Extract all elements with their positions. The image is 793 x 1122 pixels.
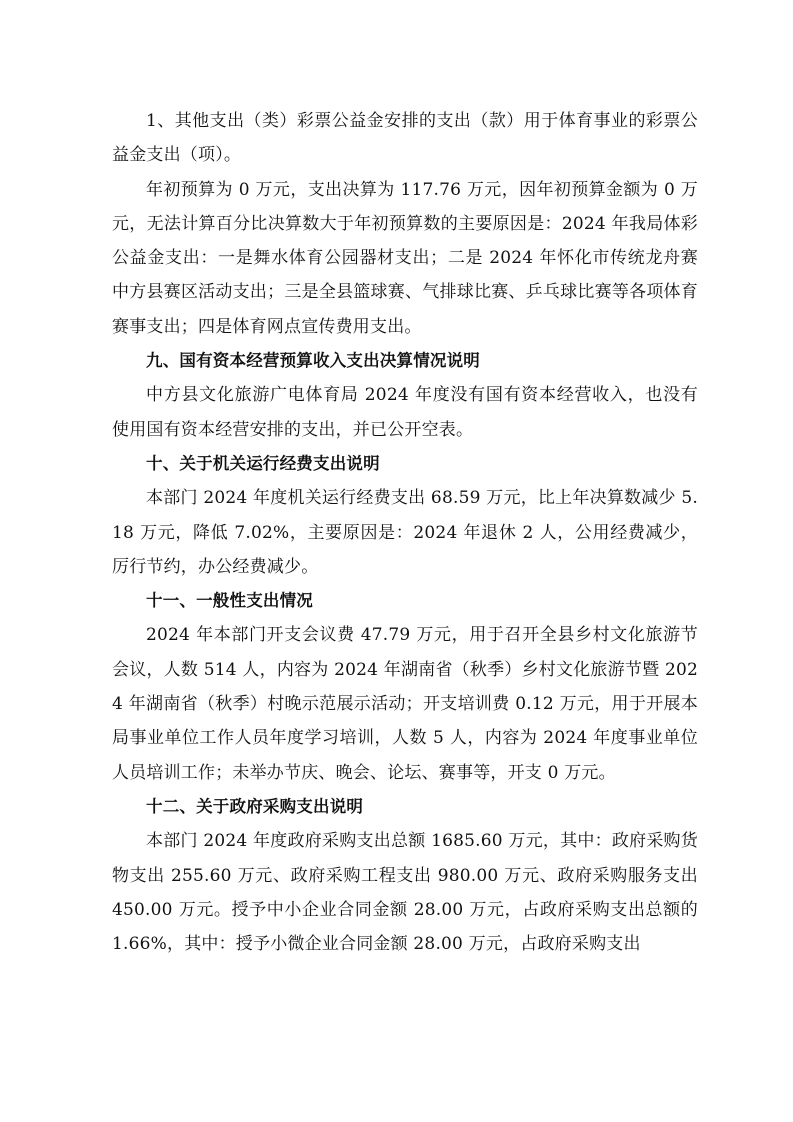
paragraph-lottery-fund-explanation: 年初预算为 0 万元，支出决算为 117.76 万元，因年初预算金额为 0 万元，无法计算百分比决算数大于年初预算数的主要原因是：2024 年我局体彩公益金支出：一是舞水体育公园器材支出；二是 2024 年怀化市传统龙舟赛中方县赛区活动支出；三是全县篮球赛、气排球比赛、乒乓球比赛等各项体育赛事支出；四是体育网点宣传费用支出。 xyxy=(112,179,698,337)
section-heading-procurement: 十二、关于政府采购支出说明 xyxy=(146,796,364,816)
document-body xyxy=(112,104,698,961)
section-heading-operating-expenses: 十、关于机关运行经费支出说明 xyxy=(146,453,380,473)
paragraph-procurement: 本部门 2024 年度政府采购支出总额 1685.60 万元，其中：政府采购货物支出 255.60 万元、政府采购工程支出 980.00 万元、政府采购服务支出 450.00 万元。授予中小企业合同金额 28.00 万元，占政府采购支出总额的 1.66%，其中：授予小微企业合同金额 28.00 万元，占政府采购支出 xyxy=(112,831,698,955)
section-heading-general-expenditure: 十一、一般性支出情况 xyxy=(146,591,313,611)
paragraph-operating-expenses: 本部门 2024 年度机关运行经费支出 68.59 万元，比上年决算数减少 5.18 万元，降低 7.02%，主要原因是：2024 年退休 2 人，公用经费减少，厉行节约，办公经费减少。 xyxy=(112,488,698,577)
paragraph-state-capital: 中方县文化旅游广电体育局 2024 年度没有国有资本经营收入，也没有使用国有资本经营安排的支出，并已公开空表。 xyxy=(112,385,698,440)
section-heading-state-capital: 九、国有资本经营预算收入支出决算情况说明 xyxy=(146,351,480,371)
paragraph-lottery-fund-item: 1、其他支出（类）彩票公益金安排的支出（款）用于体育事业的彩票公益金支出（项）。 xyxy=(112,111,698,166)
paragraph-general-expenditure: 2024 年本部门开支会议费 47.79 万元，用于召开全县乡村文化旅游节会议，人数 514 人，内容为 2024 年湖南省（秋季）乡村文化旅游节暨 2024 年湖南省（秋季）村晚示范展示活动；开支培训费 0.12 万元，用于开展本局事业单位工作人员年度学习培训，人数 5 人，内容为 2024 年度事业单位人员培训工作；未举办节庆、晚会、论坛、赛事等，开支 0 万元。 xyxy=(112,625,698,783)
